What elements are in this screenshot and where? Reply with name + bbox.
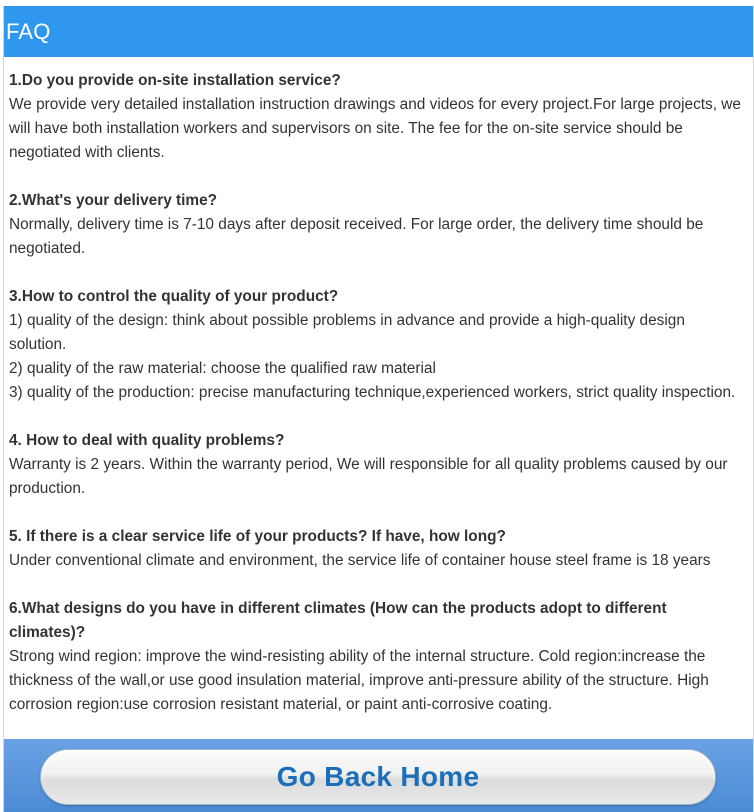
go-back-home-label: Go Back Home [276, 761, 480, 792]
faq-question: 1.Do you provide on-site installation service? [9, 72, 341, 89]
faq-panel [3, 6, 754, 812]
faq-question: 3.How to control the quality of your product? [9, 288, 339, 305]
faq-item [9, 69, 745, 165]
faq-answer [9, 549, 745, 573]
faq-answer-line: Under conventional climate and environment, the service life of container house steel frame is 18 years [9, 552, 711, 569]
faq-question: 4. How to deal with quality problems? [9, 432, 285, 449]
faq-answer-line: 3) quality of the production: precise manufacturing technique,experienced workers, strict quality inspection. [9, 384, 736, 401]
faq-answer-line: Warranty is 2 years. Within the warranty period, We will responsible for all quality problems caused by our production. [9, 456, 728, 497]
faq-header [4, 6, 753, 57]
faq-answer-line: 2) quality of the raw material: choose the qualified raw material [9, 360, 436, 377]
faq-item [9, 285, 745, 405]
faq-question: 5. If there is a clear service life of your products? If have, how long? [9, 528, 506, 545]
faq-answer-line: We provide very detailed installation instruction drawings and videos for every project.For large projects, we will have both installation workers and supervisors on site. The fee for the on-site service should be negotiated with clients. [9, 96, 741, 161]
faq-item [9, 429, 745, 501]
faq-answer [9, 645, 745, 717]
footer-bar [4, 739, 753, 812]
faq-item [9, 525, 745, 573]
faq-question: 6.What designs do you have in different climates (How can the products adopt to different climates)? [9, 600, 667, 641]
faq-list [9, 69, 745, 741]
go-back-home-button[interactable] [40, 749, 716, 805]
faq-answer-line: Strong wind region: improve the wind-resisting ability of the internal structure. Cold region:increase the thickness of the wall,or use good insulation material, improve anti-pressure ability of the structure. High corrosion region:use corrosion resistant material, or paint anti-corrosive coating. [9, 648, 709, 713]
faq-item [9, 189, 745, 261]
faq-question: 2.What's your delivery time? [9, 192, 218, 209]
faq-answer [9, 213, 745, 261]
faq-answer [9, 93, 745, 165]
faq-answer-line: Normally, delivery time is 7-10 days after deposit received. For large order, the delivery time should be negotiated. [9, 216, 704, 257]
faq-answer [9, 453, 745, 501]
faq-answer-line: 1) quality of the design: think about possible problems in advance and provide a high-quality design solution. [9, 312, 685, 353]
faq-item [9, 597, 745, 717]
page-title: FAQ [6, 18, 51, 44]
faq-answer [9, 309, 745, 405]
